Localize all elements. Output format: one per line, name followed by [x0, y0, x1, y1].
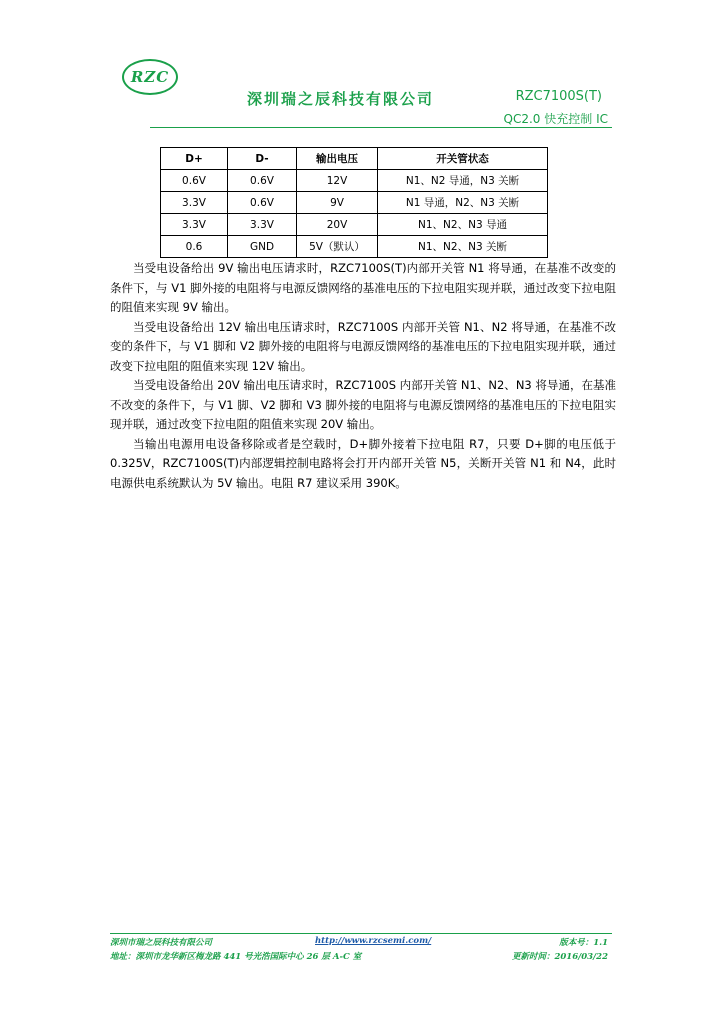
- footer-line-2: [110, 950, 608, 962]
- table-cell: 0.6: [161, 236, 228, 258]
- table-cell: 5V（默认）: [297, 236, 378, 258]
- header-d-minus: D-: [228, 148, 297, 170]
- company-name: 深圳瑞之辰科技有限公司: [247, 90, 435, 108]
- paragraph-5v-default: 当输出电源用电设备移除或者是空载时，D+脚外接着下拉电阻 R7，只要 D+脚的电压低于 0.325V，RZC7100S(T)内部逻辑控制电路将会打开内部开关管 N5，关断开关管 N1 和 N4，此时电源供电系统默认为 5V 输出。电阻 R7 建议采用 390K。: [110, 436, 616, 490]
- paragraph-12v: 当受电设备给出 12V 输出电压请求时，RZC7100S 内部开关管 N1、N2 将导通，在基准不改变的条件下，与 V1 脚和 V2 脚外接的电阻将与电源反馈网络的基准电压的下拉电阻实现并联，通过改变下拉电阻的阻值来实现 12V 输出。: [110, 319, 616, 373]
- footer-company: 深圳市瑞之辰科技有限公司: [110, 938, 213, 948]
- table-cell: 20V: [297, 214, 378, 236]
- logo-text: RZC: [130, 68, 170, 86]
- table-row: [161, 170, 548, 192]
- table-cell: 3.3V: [228, 214, 297, 236]
- table-cell: 3.3V: [161, 214, 228, 236]
- table-cell: 0.6V: [161, 170, 228, 192]
- footer-divider: [110, 933, 612, 934]
- table-cell: 9V: [297, 192, 378, 214]
- body-text: [110, 259, 616, 493]
- header-divider: [150, 127, 612, 128]
- table-cell: 12V: [297, 170, 378, 192]
- company-logo: [122, 59, 178, 95]
- table-header-row: [161, 148, 548, 170]
- voltage-state-table: [160, 147, 548, 258]
- paragraph-9v: 当受电设备给出 9V 输出电压请求时，RZC7100S(T)内部开关管 N1 将导通，在基准不改变的条件下，与 V1 脚外接的电阻将与电源反馈网络的基准电压的下拉电阻实现并联，通过改变下拉电阻的阻值来实现 9V 输出。: [110, 261, 616, 314]
- model-number: RZC7100S(T): [515, 89, 602, 104]
- table-cell: N1 导通，N2、N3 关断: [378, 192, 548, 214]
- footer-line-1: [110, 936, 608, 948]
- table-cell: 3.3V: [161, 192, 228, 214]
- table-cell: 0.6V: [228, 192, 297, 214]
- product-subtitle: QC2.0 快充控制 IC: [503, 112, 608, 126]
- footer-updated: 更新时间：2016/03/22: [511, 952, 608, 962]
- footer-version: 版本号：1.1: [559, 938, 608, 948]
- table-row: [161, 214, 548, 236]
- table-row: [161, 236, 548, 258]
- header-output-voltage: 输出电压: [297, 148, 378, 170]
- table-cell: N1、N2、N3 导通: [378, 214, 548, 236]
- table-cell: GND: [228, 236, 297, 258]
- table-cell: N1、N2 导通，N3 关断: [378, 170, 548, 192]
- footer-address: 地址：深圳市龙华新区梅龙路 441 号光浩国际中心 26 层 A-C 室: [110, 952, 362, 962]
- table-cell: N1、N2、N3 关断: [378, 236, 548, 258]
- table-row: [161, 192, 548, 214]
- table-cell: 0.6V: [228, 170, 297, 192]
- footer-website-link[interactable]: http://www.rzcsemi.com/: [315, 936, 432, 946]
- paragraph-20v: 当受电设备给出 20V 输出电压请求时，RZC7100S 内部开关管 N1、N2、N3 将导通，在基准不改变的条件下，与 V1 脚、V2 脚和 V3 脚外接的电阻将与电源反馈网络的基准电压的下拉电阻实现并联，通过改变下拉电阻的阻值来实现 20V 输出。: [110, 378, 616, 431]
- header-switch-state: 开关管状态: [378, 148, 548, 170]
- header-d-plus: D+: [161, 148, 228, 170]
